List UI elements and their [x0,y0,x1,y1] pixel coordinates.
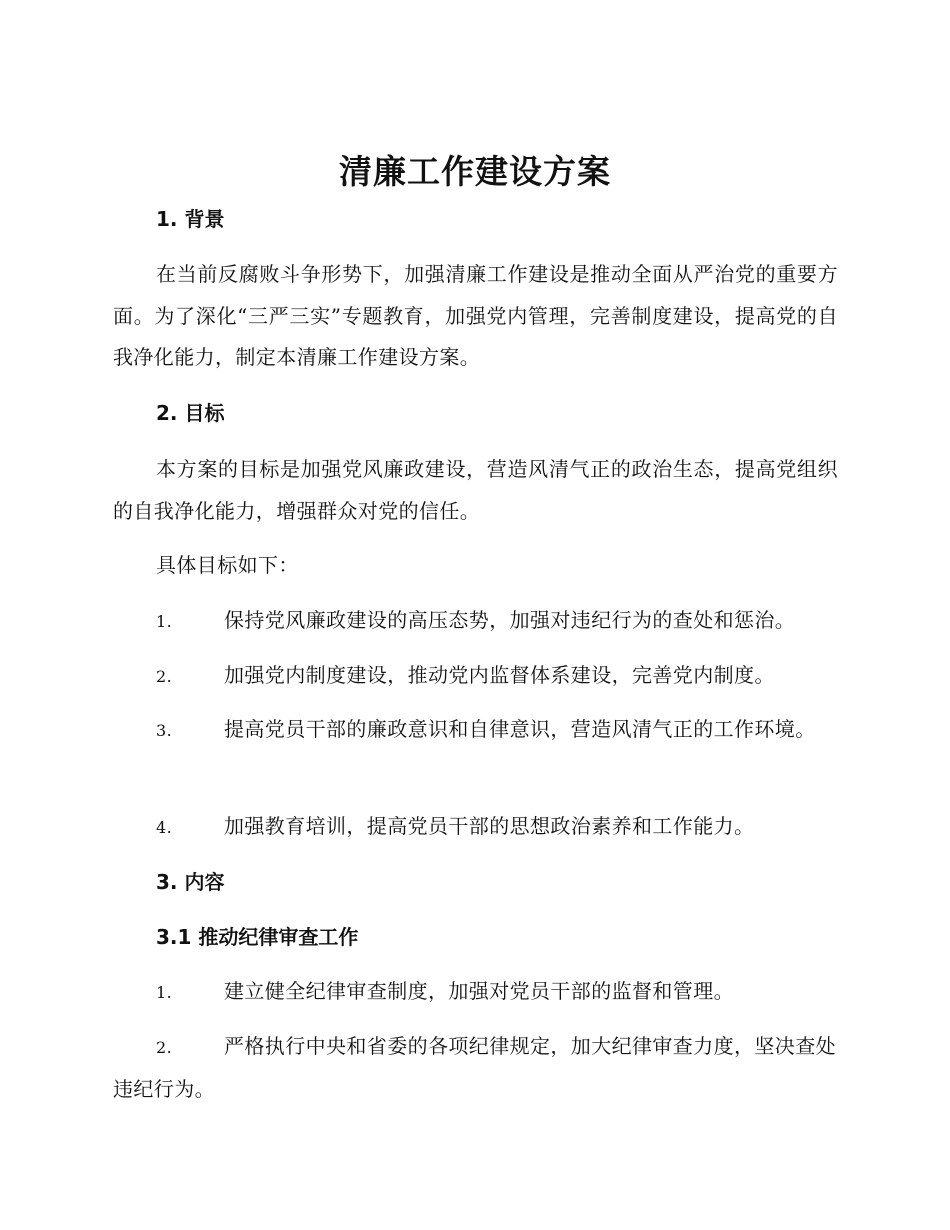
list-item-text: 建立健全纪律审查制度，加强对党员干部的监督和管理。 [224,979,734,1003]
list-item [113,709,838,752]
goals-intro: 具体目标如下： [156,553,299,577]
list-item-text: 严格执行中央和省委的各项纪律规定，加大纪律审查力度，坚决查处违纪行为。 [113,1034,836,1101]
list-item [113,655,838,698]
list-item-text: 加强教育培训，提高党员干部的思想政治素养和工作能力。 [224,814,755,838]
list-item [113,806,838,849]
list-item-text: 保持党风廉政建设的高压态势，加强对违纪行为的查处和惩治。 [224,608,796,632]
section-heading-content: 3. 内容 [156,870,225,894]
list-item-text: 加强党内制度建设，推动党内监督体系建设，完善党内制度。 [224,663,775,687]
list-item [113,971,838,1014]
subsection-heading-discipline-review: 3.1 推动纪律审查工作 [156,925,359,949]
section-heading-goals: 2. 目标 [156,401,225,425]
list-item [113,1026,838,1110]
list-item [113,600,838,643]
list-item-text: 提高党员干部的廉政意识和自律意识，营造风清气正的工作环境。 [224,717,816,741]
document-title: 清廉工作建设方案 [339,152,611,191]
list-item-number: 1. [156,612,173,631]
list-item-number: 3. [156,721,173,740]
list-item-number: 2. [156,667,173,686]
list-item-number: 4. [156,818,173,837]
goals-paragraph: 本方案的目标是加强党风廉政建设，营造风清气正的政治生态，提高党组织的自我净化能力，增强群众对党的信任。 [113,457,838,523]
background-paragraph: 在当前反腐败斗争形势下，加强清廉工作建设是推动全面从严治党的重要方面。为了深化“三严三实”专题教育，加强党内管理，完善制度建设，提高党的自我净化能力，制定本清廉工作建设方案。 [113,262,838,369]
list-item-number: 1. [156,983,173,1002]
section-heading-background: 1. 背景 [156,207,225,231]
list-item-number: 2. [156,1038,173,1057]
